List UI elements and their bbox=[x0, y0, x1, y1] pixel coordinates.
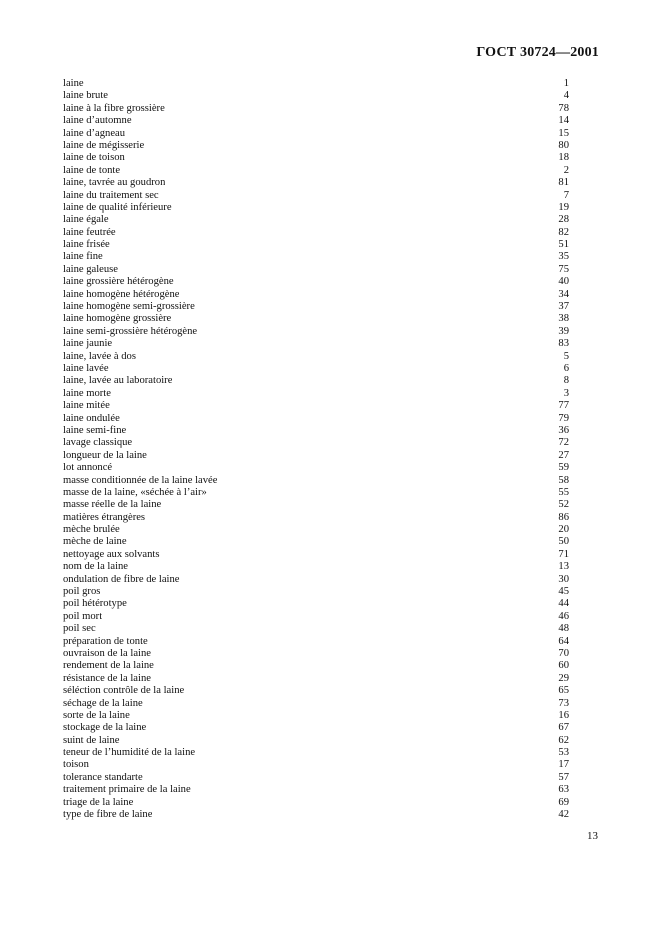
index-entry bbox=[63, 276, 569, 288]
index-term: poil mort bbox=[63, 610, 103, 622]
index-number: 67 bbox=[558, 722, 569, 734]
index-number: 73 bbox=[558, 697, 569, 709]
index-term: suint de laine bbox=[63, 734, 120, 746]
index-entry bbox=[63, 425, 569, 437]
index-entry bbox=[63, 660, 569, 672]
index-term: séléction contrôle de la laine bbox=[63, 685, 185, 697]
index-number: 72 bbox=[558, 437, 569, 449]
index-entry bbox=[63, 475, 569, 487]
index-entry bbox=[63, 735, 569, 747]
index-number: 64 bbox=[558, 635, 569, 647]
index-entry bbox=[63, 375, 569, 387]
index-entry bbox=[63, 128, 569, 140]
term-index-list bbox=[63, 78, 569, 821]
index-number: 2 bbox=[563, 164, 569, 176]
index-number: 55 bbox=[558, 486, 569, 498]
index-entry bbox=[63, 536, 569, 548]
index-term: masse réelle de la laine bbox=[63, 499, 162, 511]
index-number: 78 bbox=[558, 102, 569, 114]
index-entry bbox=[63, 722, 569, 734]
index-entry bbox=[63, 177, 569, 189]
index-number: 83 bbox=[558, 338, 569, 350]
index-number: 37 bbox=[558, 301, 569, 313]
index-number: 29 bbox=[558, 672, 569, 684]
index-number: 59 bbox=[558, 462, 569, 474]
index-number: 65 bbox=[558, 685, 569, 697]
index-number: 63 bbox=[558, 784, 569, 796]
index-number: 18 bbox=[558, 152, 569, 164]
index-term: triage de la laine bbox=[63, 796, 134, 808]
index-number: 86 bbox=[558, 511, 569, 523]
index-number: 20 bbox=[558, 524, 569, 536]
index-entry bbox=[63, 351, 569, 363]
index-term: type de fibre de laine bbox=[63, 809, 153, 821]
index-number: 75 bbox=[558, 263, 569, 275]
index-term: masse de la laine, «séchée à l’air» bbox=[63, 486, 207, 498]
index-number: 40 bbox=[558, 276, 569, 288]
index-term: laine brute bbox=[63, 90, 109, 102]
index-number: 38 bbox=[558, 313, 569, 325]
index-entry bbox=[63, 747, 569, 759]
index-number: 19 bbox=[558, 201, 569, 213]
index-number: 15 bbox=[558, 127, 569, 139]
index-number: 4 bbox=[563, 90, 569, 102]
index-entry bbox=[63, 227, 569, 239]
index-entry bbox=[63, 561, 569, 573]
index-number: 46 bbox=[558, 610, 569, 622]
index-entry bbox=[63, 326, 569, 338]
index-entry bbox=[63, 152, 569, 164]
index-entry bbox=[63, 487, 569, 499]
index-number: 58 bbox=[558, 474, 569, 486]
index-entry bbox=[63, 264, 569, 276]
index-term: laine frisée bbox=[63, 239, 110, 251]
index-term: laine grossière hétérogène bbox=[63, 276, 174, 288]
index-term: laine de toison bbox=[63, 152, 125, 164]
index-term: résistance de la laine bbox=[63, 672, 151, 684]
index-entry bbox=[63, 623, 569, 635]
index-number: 30 bbox=[558, 573, 569, 585]
index-entry bbox=[63, 549, 569, 561]
index-term: mèche brulée bbox=[63, 524, 120, 536]
index-entry bbox=[63, 450, 569, 462]
index-term: rendement de la laine bbox=[63, 660, 154, 672]
index-term: matières étrangères bbox=[63, 511, 146, 523]
index-entry bbox=[63, 673, 569, 685]
index-term: lavage classique bbox=[63, 437, 133, 449]
index-term: laine, lavée à dos bbox=[63, 350, 136, 362]
index-number: 3 bbox=[563, 387, 569, 399]
index-entry bbox=[63, 413, 569, 425]
index-term: laine bbox=[63, 78, 84, 89]
index-term: laine semi-grossière hétérogène bbox=[63, 325, 198, 337]
index-entry bbox=[63, 809, 569, 821]
index-entry bbox=[63, 202, 569, 214]
index-number: 36 bbox=[558, 424, 569, 436]
index-number: 51 bbox=[558, 239, 569, 251]
index-term: laine homogène grossière bbox=[63, 313, 172, 325]
index-number: 53 bbox=[558, 747, 569, 759]
index-term: traitement primaire de la laine bbox=[63, 784, 191, 796]
index-number: 34 bbox=[558, 288, 569, 300]
index-term: laine de qualité inférieure bbox=[63, 201, 172, 213]
index-term: laine homogène semi-grossière bbox=[63, 301, 195, 313]
index-entry bbox=[63, 363, 569, 375]
index-term: laine égale bbox=[63, 214, 109, 226]
index-term: laine ondulée bbox=[63, 412, 120, 424]
index-entry bbox=[63, 499, 569, 511]
index-entry bbox=[63, 78, 569, 90]
index-entry bbox=[63, 338, 569, 350]
index-term: séchage de la laine bbox=[63, 697, 143, 709]
index-number: 1 bbox=[563, 78, 569, 89]
index-number: 16 bbox=[558, 709, 569, 721]
index-number: 28 bbox=[558, 214, 569, 226]
index-term: tolerance standarte bbox=[63, 771, 143, 783]
page-number: 13 bbox=[587, 830, 598, 842]
index-number: 39 bbox=[558, 325, 569, 337]
index-entry bbox=[63, 598, 569, 610]
index-number: 7 bbox=[563, 189, 569, 201]
index-number: 35 bbox=[558, 251, 569, 263]
index-number: 60 bbox=[558, 660, 569, 672]
index-entry bbox=[63, 698, 569, 710]
index-term: préparation de tonte bbox=[63, 635, 148, 647]
index-term: poil sec bbox=[63, 623, 96, 635]
index-term: laine galeuse bbox=[63, 263, 119, 275]
index-number: 77 bbox=[558, 400, 569, 412]
index-term: laine de mégisserie bbox=[63, 139, 145, 151]
index-entry bbox=[63, 214, 569, 226]
index-term: laine jaunie bbox=[63, 338, 113, 350]
index-term: teneur de l’humidité de la laine bbox=[63, 747, 196, 759]
index-term: poil gros bbox=[63, 586, 101, 598]
index-entry bbox=[63, 251, 569, 263]
index-term: laine lavée bbox=[63, 362, 109, 374]
index-entry bbox=[63, 301, 569, 313]
index-entry bbox=[63, 313, 569, 325]
index-term: laine du traitement sec bbox=[63, 189, 159, 201]
index-entry bbox=[63, 140, 569, 152]
index-number: 79 bbox=[558, 412, 569, 424]
index-entry bbox=[63, 115, 569, 127]
index-number: 44 bbox=[558, 598, 569, 610]
index-entry bbox=[63, 524, 569, 536]
index-term: laine de tonte bbox=[63, 164, 121, 176]
index-number: 62 bbox=[558, 734, 569, 746]
index-number: 13 bbox=[558, 561, 569, 573]
index-entry bbox=[63, 165, 569, 177]
index-entry bbox=[63, 103, 569, 115]
index-term: laine, lavée au laboratoire bbox=[63, 375, 173, 387]
index-term: laine d’agneau bbox=[63, 127, 126, 139]
index-number: 52 bbox=[558, 499, 569, 511]
index-entry bbox=[63, 437, 569, 449]
index-term: nettoyage aux solvants bbox=[63, 548, 160, 560]
index-number: 48 bbox=[558, 623, 569, 635]
index-entry bbox=[63, 784, 569, 796]
index-term: ouvraison de la laine bbox=[63, 647, 151, 659]
document-code: ГОСТ 30724—2001 bbox=[476, 45, 599, 60]
index-number: 70 bbox=[558, 647, 569, 659]
index-term: ondulation de fibre de laine bbox=[63, 573, 180, 585]
index-entry bbox=[63, 710, 569, 722]
index-number: 80 bbox=[558, 139, 569, 151]
index-number: 8 bbox=[563, 375, 569, 387]
index-entry bbox=[63, 388, 569, 400]
index-entry bbox=[63, 574, 569, 586]
index-term: laine mitée bbox=[63, 400, 110, 412]
index-term: longueur de la laine bbox=[63, 449, 147, 461]
index-term: sorte de la laine bbox=[63, 709, 130, 721]
index-term: toison bbox=[63, 759, 89, 771]
index-number: 6 bbox=[563, 362, 569, 374]
index-term: laine, tavrée au goudron bbox=[63, 177, 166, 189]
index-entry bbox=[63, 611, 569, 623]
index-term: laine fine bbox=[63, 251, 103, 263]
index-number: 14 bbox=[558, 115, 569, 127]
index-term: lot annoncé bbox=[63, 462, 113, 474]
index-number: 69 bbox=[558, 796, 569, 808]
index-term: laine homogène hétérogène bbox=[63, 288, 180, 300]
index-number: 71 bbox=[558, 548, 569, 560]
index-entry bbox=[63, 190, 569, 202]
index-entry bbox=[63, 90, 569, 102]
index-number: 5 bbox=[563, 350, 569, 362]
index-entry bbox=[63, 289, 569, 301]
index-entry bbox=[63, 239, 569, 251]
index-entry bbox=[63, 586, 569, 598]
index-entry bbox=[63, 797, 569, 809]
index-entry bbox=[63, 685, 569, 697]
index-number: 57 bbox=[558, 771, 569, 783]
index-term: laine à la fibre grossière bbox=[63, 102, 165, 114]
index-number: 17 bbox=[558, 759, 569, 771]
index-term: laine d’automne bbox=[63, 115, 132, 127]
index-number: 82 bbox=[558, 226, 569, 238]
index-entry bbox=[63, 648, 569, 660]
index-entry bbox=[63, 759, 569, 771]
index-term: nom de la laine bbox=[63, 561, 129, 573]
index-term: laine semi-fine bbox=[63, 424, 127, 436]
index-term: poil hétérotype bbox=[63, 598, 127, 610]
index-entry bbox=[63, 462, 569, 474]
index-entry bbox=[63, 636, 569, 648]
index-entry bbox=[63, 512, 569, 524]
index-term: laine morte bbox=[63, 387, 111, 399]
index-term: mèche de laine bbox=[63, 536, 127, 548]
index-entry bbox=[63, 772, 569, 784]
index-number: 81 bbox=[558, 177, 569, 189]
index-number: 42 bbox=[558, 809, 569, 821]
index-number: 27 bbox=[558, 449, 569, 461]
index-number: 45 bbox=[558, 586, 569, 598]
index-entry bbox=[63, 400, 569, 412]
index-number: 50 bbox=[558, 536, 569, 548]
index-term: laine feutrée bbox=[63, 226, 116, 238]
index-term: masse conditionnée de la laine lavée bbox=[63, 474, 218, 486]
index-term: stockage de la laine bbox=[63, 722, 147, 734]
